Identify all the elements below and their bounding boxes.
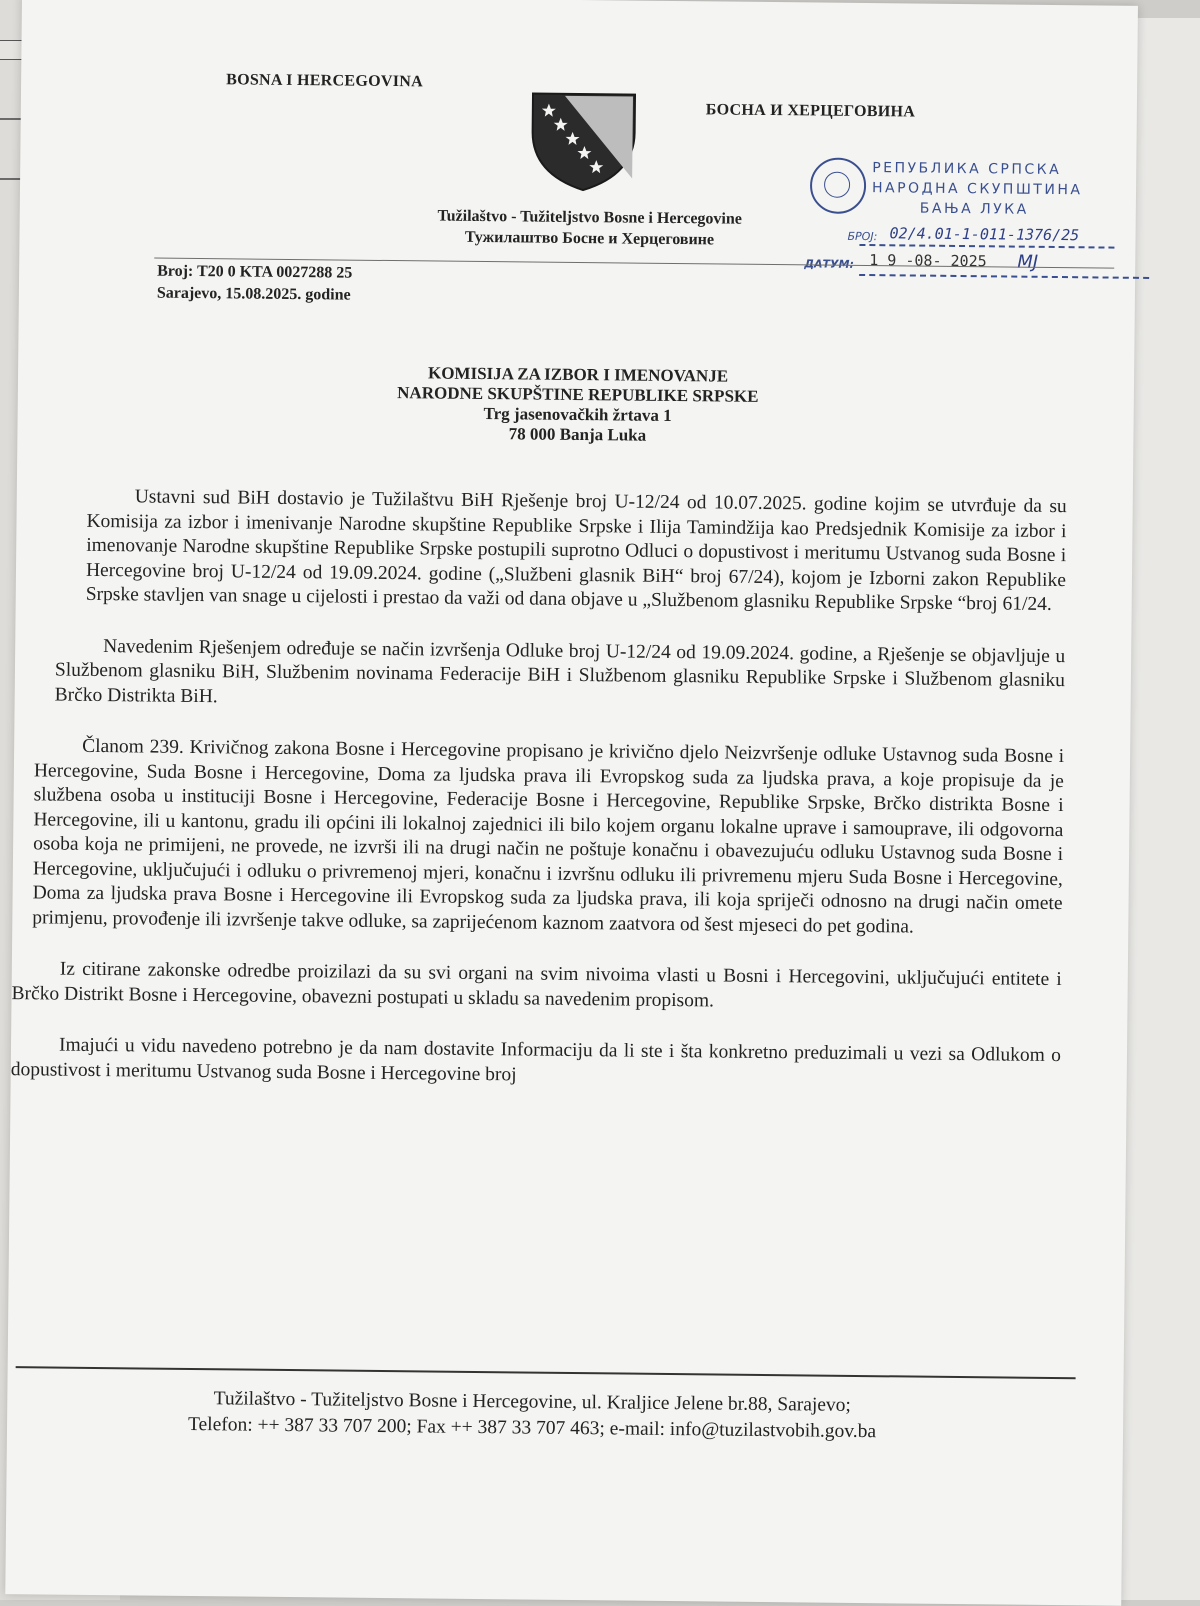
reference-block <box>157 261 353 307</box>
footer <box>82 1385 982 1446</box>
stamp-line-3: БАЊА ЛУКА <box>919 200 1029 218</box>
recipient-line-2: NARODNE SKUPŠTINE REPUBLIKE SRPSKE <box>397 383 759 406</box>
recipient-address <box>327 362 828 447</box>
received-stamp <box>809 157 1130 295</box>
institution-name-latin: Tužilaštvo - Tužiteljstvo Bosne i Hercegovine <box>437 207 743 228</box>
recipient-line-3: Trg jasenovačkih žrtava 1 <box>483 404 672 425</box>
stamp-dash-line <box>859 274 1149 279</box>
seal-icon <box>810 157 867 214</box>
recipient-line-4: 78 000 Banja Luka <box>508 424 647 445</box>
stamp-broj-label: БРОЈ: <box>847 229 878 244</box>
institution-name <box>374 205 804 252</box>
stamp-line-1: РЕПУБЛИКА СРПСКА <box>872 160 1062 179</box>
body-paragraph: Navedenim Rješenjem određuje se način izvršenja Odluke broj U-12/24 od 19.09.2024. godine, a Rješenje se objavljuje u Službenom glasniku BiH, Službenim novinama Federacije BiH i Službenom glasniku Republike Srpske i Službenom glasniku Brčko Distrikta BiH. <box>54 635 1066 707</box>
body-paragraph: Ustavni sud BiH dostavio je Tužilaštvu BiH Rješenje broj U-12/24 od 10.07.2025. godine kojim se utvrđuje da su Komisija za izbor i imenivanje Narodne skupštine Republike Srpske i Ilija Tamindžija kao Predsjednik Komisije za izbor i imenovanje Narodne skupštine Republike Srpske postupili suprotno Odluci o dopustivost i meritumu Ustvanog suda Bosne i Hercegovine broj U-12/24 od 19.09.2024. godine („Službeni glasnik BiH“ broj 67/24), kojom je Izborni zakon Republike Srpske stavljen van snage u cijelosti i prestao da važi od dana objave u „Službenom glasniku Republike Srpske “broj 61/24. <box>85 486 1067 615</box>
footer-divider <box>16 1366 1076 1379</box>
stamp-datum-value: 1 9 -08- 2025 <box>869 251 987 271</box>
stamp-signature: МЈ <box>1017 251 1039 273</box>
header-country-latin: BOSNA I HERCEGOVINA <box>226 71 424 91</box>
letter-page <box>5 0 1138 1606</box>
body-paragraph: Iz citirane zakonske odredbe proizilazi da su svi organi na svim nivoima vlasti u Bosni i Hercegovini, uključujući entitete i Brčko Distrikt Bosne i Hercegovine, obavezni postupati u skladu sa navedenim propisom. <box>11 958 1062 1011</box>
footer-address: Tužilaštvo - Tužiteljstvo Bosne i Hercegovine, ul. Kraljice Jelene br.88, Sarajevo; <box>213 1388 852 1416</box>
letter-body <box>11 484 1067 1093</box>
reference-number: Broj: T20 0 KTA 0027288 25 <box>157 262 353 282</box>
stamp-line-2: НАРОДНА СКУПШТИНА <box>871 180 1083 199</box>
body-paragraph: Članom 239. Krivičnog zakona Bosne i Hercegovine propisano je krivično djelo Neizvršenje odluke Ustavnog suda Bosne i Hercegovine, Suda Bosne i Hercegovine, Doma za ljudska prava ili Evropskog suda za ljudska prava, a koje propisuje da je službena osoba u instituciji Bosne i Hercegovine, Federacije Bosne i Hercegovine, Republike Srpske, Brčko distrikta Bosne i Hercegovine, ili u kantonu, gradu ili općini ili lokalnoj zajednici ili bilo kojem organu lokalne uprave i samouprave, ili odgovorna osoba koja ne primijeni, ne provede, ne izvrši ili na drugi način ne poštuje konačnu i obavezujuću odluku Ustavnog suda Bosne i Hercegovine, uključujući i odluku o privremenoj mjeri, konačnu i izvršnu odluku ili privremenu mjeru Suda Bosne i Hercegovine, Doma za ljudska prava Bosne i Hercegovine ili Evropskog suda za ljudska prava, ili koja spriječi odnosno na drugi način omete primjenu, provođenje ili izvršenje takve odluke, sa zaprijećenom kaznom zaatvora od šest mjeseci do pet godina. <box>32 735 1065 938</box>
bih-coat-of-arms-icon <box>530 91 637 192</box>
reference-place-date: Sarajevo, 15.08.2025. godine <box>156 284 351 304</box>
body-paragraph: Imajući u vidu navedeno potrebno je da nam dostavite Informaciju da li ste i šta konkretno preduzimali u vezi sa Odlukom o dopustivost i meritumu Ustvanog suda Bosne i Hercegovine broj <box>10 1034 1062 1085</box>
footer-contact: Telefon: ++ 387 33 707 200; Fax ++ 387 33 707 463; e-mail: info@tuzilastvobih.gov.ba <box>187 1413 877 1443</box>
recipient-line-1: KOMISIJA ZA IZBOR I IMENOVANJE <box>427 363 729 386</box>
stamp-broj-value: 02/4.01-1-011-1376/25 <box>889 224 1080 245</box>
institution-name-cyrillic: Тужилаштво Босне и Херцеговине <box>464 228 715 249</box>
header-country-cyrillic: БОСНА И ХЕРЦЕГОВИНА <box>705 101 916 121</box>
stamp-dash-line <box>859 244 1114 249</box>
